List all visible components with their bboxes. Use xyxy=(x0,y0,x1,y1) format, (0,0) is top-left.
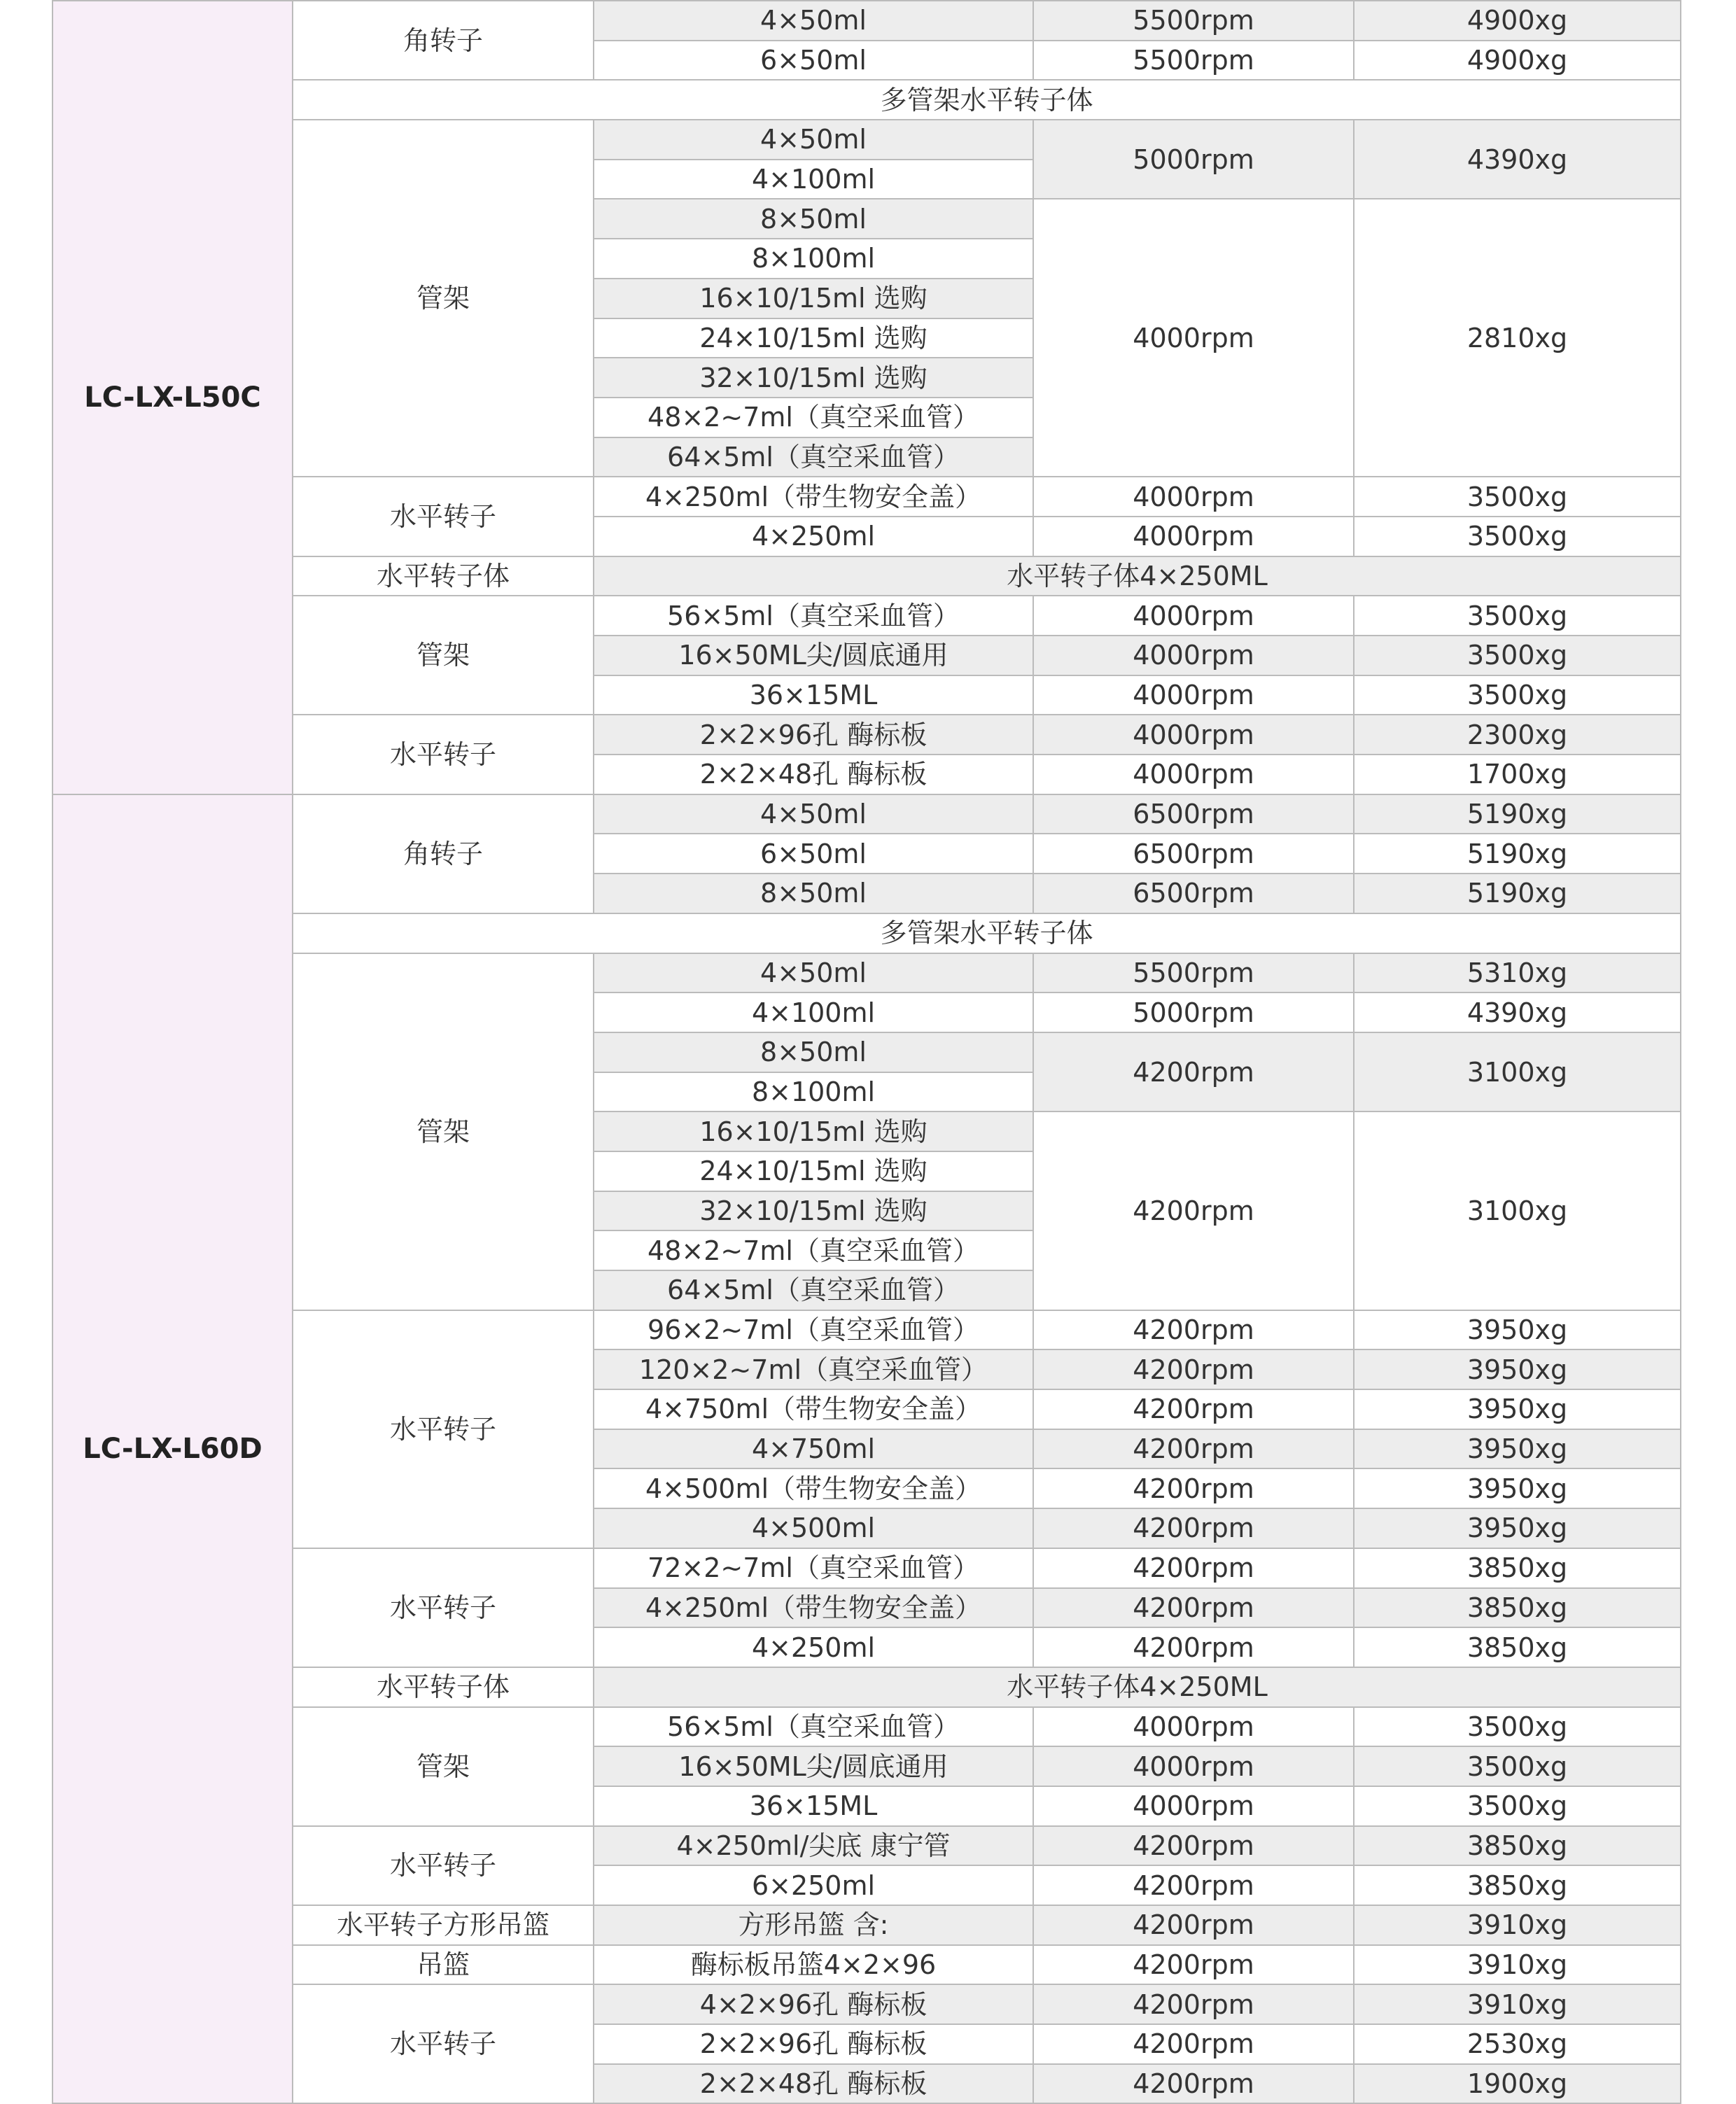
rotor-category: 水平转子 xyxy=(293,1310,594,1548)
capacity-cell: 4×250ml/尖底 康宁管 xyxy=(594,1826,1033,1866)
speed-cell: 6500rpm xyxy=(1033,874,1354,913)
table-row xyxy=(52,715,1681,755)
rcf-cell: 3910xg xyxy=(1354,1945,1681,1985)
rcf-cell: 5310xg xyxy=(1354,953,1681,993)
rcf-cell: 4900xg xyxy=(1354,41,1681,80)
capacity-cell: 4×250ml（带生物安全盖） xyxy=(594,477,1033,517)
rcf-cell: 5190xg xyxy=(1354,834,1681,874)
speed-cell: 4000rpm xyxy=(1033,715,1354,755)
capacity-cell: 4×100ml xyxy=(594,160,1033,199)
rotor-category: 水平转子 xyxy=(293,715,594,794)
capacity-cell: 72×2~7ml（真空采血管） xyxy=(594,1548,1033,1588)
speed-cell: 4200rpm xyxy=(1033,2024,1354,2064)
table-row xyxy=(52,1,1681,41)
table-row xyxy=(52,120,1681,160)
rcf-cell: 3500xg xyxy=(1354,596,1681,636)
capacity-cell: 8×100ml xyxy=(594,239,1033,279)
rotor-body-cell: 水平转子体4×250ML xyxy=(594,556,1681,596)
rcf-cell: 3500xg xyxy=(1354,1707,1681,1747)
speed-cell: 4000rpm xyxy=(1033,1746,1354,1786)
capacity-cell: 48×2~7ml（真空采血管） xyxy=(594,398,1033,437)
capacity-cell: 方形吊篮 含: xyxy=(594,1905,1033,1945)
rotor-category: 管架 xyxy=(293,953,594,1310)
speed-cell: 4200rpm xyxy=(1033,1032,1354,1111)
rcf-cell: 1700xg xyxy=(1354,755,1681,794)
rcf-cell: 5190xg xyxy=(1354,794,1681,834)
rotor-category: 水平转子 xyxy=(293,1984,594,2103)
capacity-cell: 36×15ML xyxy=(594,675,1033,715)
capacity-cell: 36×15ML xyxy=(594,1786,1033,1826)
capacity-cell: 6×250ml xyxy=(594,1865,1033,1905)
table-row xyxy=(52,1945,1681,1985)
speed-cell: 4000rpm xyxy=(1033,1786,1354,1826)
speed-cell: 4200rpm xyxy=(1033,1468,1354,1508)
speed-cell: 5500rpm xyxy=(1033,953,1354,993)
rcf-cell: 3500xg xyxy=(1354,477,1681,517)
speed-cell: 4200rpm xyxy=(1033,1310,1354,1350)
speed-cell: 4000rpm xyxy=(1033,675,1354,715)
speed-cell: 5000rpm xyxy=(1033,993,1354,1032)
speed-cell: 5000rpm xyxy=(1033,120,1354,199)
table-row xyxy=(52,477,1681,517)
table-row xyxy=(52,1667,1681,1707)
capacity-cell: 4×250ml xyxy=(594,517,1033,556)
capacity-cell: 4×500ml xyxy=(594,1508,1033,1548)
capacity-cell: 4×50ml xyxy=(594,120,1033,160)
rotor-category: 管架 xyxy=(293,596,594,715)
capacity-cell: 4×50ml xyxy=(594,794,1033,834)
capacity-cell: 4×750ml xyxy=(594,1429,1033,1469)
speed-cell: 4200rpm xyxy=(1033,1905,1354,1945)
rotor-category: 水平转子 xyxy=(293,1826,594,1905)
speed-cell: 4000rpm xyxy=(1033,199,1354,477)
capacity-cell: 16×50ML尖/圆底通用 xyxy=(594,1746,1033,1786)
table-row xyxy=(52,913,1681,953)
table-row xyxy=(52,80,1681,120)
capacity-cell: 2×2×48孔 酶标板 xyxy=(594,2064,1033,2104)
capacity-cell: 8×50ml xyxy=(594,1032,1033,1072)
table-row xyxy=(52,1984,1681,2024)
rotor-spec-table xyxy=(52,0,1681,2104)
speed-cell: 4000rpm xyxy=(1033,755,1354,794)
capacity-cell: 48×2~7ml（真空采血管） xyxy=(594,1230,1033,1270)
table-row xyxy=(52,1548,1681,1588)
speed-cell: 4200rpm xyxy=(1033,1548,1354,1588)
speed-cell: 4000rpm xyxy=(1033,517,1354,556)
capacity-cell: 24×10/15ml 选购 xyxy=(594,318,1033,358)
model-name: LC-LX-L50C xyxy=(52,1,293,794)
rcf-cell: 3950xg xyxy=(1354,1389,1681,1429)
rcf-cell: 3950xg xyxy=(1354,1508,1681,1548)
rotor-category: 水平转子体 xyxy=(293,556,594,596)
speed-cell: 4200rpm xyxy=(1033,1945,1354,1985)
capacity-cell: 120×2~7ml（真空采血管） xyxy=(594,1349,1033,1389)
table-row xyxy=(52,1905,1681,1945)
speed-cell: 4000rpm xyxy=(1033,1707,1354,1747)
rcf-cell: 4900xg xyxy=(1354,1,1681,41)
rotor-category: 管架 xyxy=(293,1707,594,1826)
rcf-cell: 1900xg xyxy=(1354,2064,1681,2104)
rotor-category: 水平转子体 xyxy=(293,1667,594,1707)
rotor-category: 角转子 xyxy=(293,794,594,913)
rcf-cell: 3500xg xyxy=(1354,1746,1681,1786)
capacity-cell: 16×50ML尖/圆底通用 xyxy=(594,636,1033,675)
capacity-cell: 64×5ml（真空采血管） xyxy=(594,1270,1033,1310)
speed-cell: 4000rpm xyxy=(1033,477,1354,517)
rcf-cell: 2810xg xyxy=(1354,199,1681,477)
capacity-cell: 4×2×96孔 酶标板 xyxy=(594,1984,1033,2024)
capacity-cell: 24×10/15ml 选购 xyxy=(594,1151,1033,1191)
speed-cell: 5500rpm xyxy=(1033,1,1354,41)
capacity-cell: 96×2~7ml（真空采血管） xyxy=(594,1310,1033,1350)
rotor-category: 管架 xyxy=(293,120,594,477)
rotor-category: 水平转子 xyxy=(293,477,594,556)
speed-cell: 4000rpm xyxy=(1033,596,1354,636)
rcf-cell: 3910xg xyxy=(1354,1905,1681,1945)
capacity-cell: 8×100ml xyxy=(594,1072,1033,1112)
capacity-cell: 16×10/15ml 选购 xyxy=(594,279,1033,318)
capacity-cell: 4×500ml（带生物安全盖） xyxy=(594,1468,1033,1508)
rcf-cell: 3500xg xyxy=(1354,517,1681,556)
rotor-category: 角转子 xyxy=(293,1,594,80)
table-row xyxy=(52,1310,1681,1350)
capacity-cell: 16×10/15ml 选购 xyxy=(594,1111,1033,1151)
rotor-category: 水平转子方形吊篮 xyxy=(293,1905,594,1945)
table-row xyxy=(52,556,1681,596)
rcf-cell: 3850xg xyxy=(1354,1826,1681,1866)
capacity-cell: 64×5ml（真空采血管） xyxy=(594,437,1033,477)
rcf-cell: 3950xg xyxy=(1354,1310,1681,1350)
speed-cell: 4200rpm xyxy=(1033,2064,1354,2104)
rcf-cell: 3950xg xyxy=(1354,1468,1681,1508)
capacity-cell: 6×50ml xyxy=(594,41,1033,80)
model-name: LC-LX-L60D xyxy=(52,794,293,2104)
speed-cell: 4000rpm xyxy=(1033,636,1354,675)
capacity-cell: 4×250ml（带生物安全盖） xyxy=(594,1588,1033,1628)
rcf-cell: 5190xg xyxy=(1354,874,1681,913)
rcf-cell: 2300xg xyxy=(1354,715,1681,755)
rcf-cell: 3500xg xyxy=(1354,675,1681,715)
rotor-body-cell: 水平转子体4×250ML xyxy=(594,1667,1681,1707)
speed-cell: 4200rpm xyxy=(1033,1508,1354,1548)
capacity-cell: 32×10/15ml 选购 xyxy=(594,1191,1033,1231)
speed-cell: 6500rpm xyxy=(1033,794,1354,834)
speed-cell: 4200rpm xyxy=(1033,1865,1354,1905)
capacity-cell: 4×50ml xyxy=(594,1,1033,41)
speed-cell: 4200rpm xyxy=(1033,1429,1354,1469)
section-header: 多管架水平转子体 xyxy=(293,80,1681,120)
capacity-cell: 32×10/15ml 选购 xyxy=(594,358,1033,398)
rcf-cell: 4390xg xyxy=(1354,120,1681,199)
speed-cell: 5500rpm xyxy=(1033,41,1354,80)
capacity-cell: 2×2×96孔 酶标板 xyxy=(594,715,1033,755)
table-row xyxy=(52,1826,1681,1866)
rcf-cell: 3850xg xyxy=(1354,1865,1681,1905)
rcf-cell: 3850xg xyxy=(1354,1627,1681,1667)
capacity-cell: 56×5ml（真空采血管） xyxy=(594,596,1033,636)
capacity-cell: 56×5ml（真空采血管） xyxy=(594,1707,1033,1747)
capacity-cell: 6×50ml xyxy=(594,834,1033,874)
capacity-cell: 4×100ml xyxy=(594,993,1033,1032)
speed-cell: 4200rpm xyxy=(1033,1349,1354,1389)
rcf-cell: 3100xg xyxy=(1354,1111,1681,1310)
rcf-cell: 2530xg xyxy=(1354,2024,1681,2064)
section-header: 多管架水平转子体 xyxy=(293,913,1681,953)
rcf-cell: 3850xg xyxy=(1354,1548,1681,1588)
speed-cell: 4200rpm xyxy=(1033,1588,1354,1628)
speed-cell: 4200rpm xyxy=(1033,1826,1354,1866)
capacity-cell: 2×2×48孔 酶标板 xyxy=(594,755,1033,794)
speed-cell: 4200rpm xyxy=(1033,1389,1354,1429)
speed-cell: 4200rpm xyxy=(1033,1111,1354,1310)
speed-cell: 6500rpm xyxy=(1033,834,1354,874)
rcf-cell: 4390xg xyxy=(1354,993,1681,1032)
rcf-cell: 3100xg xyxy=(1354,1032,1681,1111)
rcf-cell: 3500xg xyxy=(1354,636,1681,675)
capacity-cell: 4×750ml（带生物安全盖） xyxy=(594,1389,1033,1429)
table-row xyxy=(52,953,1681,993)
rotor-category: 水平转子 xyxy=(293,1548,594,1667)
table-row xyxy=(52,1707,1681,1747)
rcf-cell: 3950xg xyxy=(1354,1429,1681,1469)
capacity-cell: 4×250ml xyxy=(594,1627,1033,1667)
rotor-category: 吊篮 xyxy=(293,1945,594,1985)
capacity-cell: 8×50ml xyxy=(594,874,1033,913)
capacity-cell: 4×50ml xyxy=(594,953,1033,993)
rcf-cell: 3950xg xyxy=(1354,1349,1681,1389)
table-row xyxy=(52,596,1681,636)
rcf-cell: 3850xg xyxy=(1354,1588,1681,1628)
speed-cell: 4200rpm xyxy=(1033,1627,1354,1667)
capacity-cell: 2×2×96孔 酶标板 xyxy=(594,2024,1033,2064)
table-row xyxy=(52,794,1681,834)
capacity-cell: 8×50ml xyxy=(594,199,1033,239)
speed-cell: 4200rpm xyxy=(1033,1984,1354,2024)
capacity-cell: 酶标板吊篮4×2×96 xyxy=(594,1945,1033,1985)
rcf-cell: 3910xg xyxy=(1354,1984,1681,2024)
rcf-cell: 3500xg xyxy=(1354,1786,1681,1826)
